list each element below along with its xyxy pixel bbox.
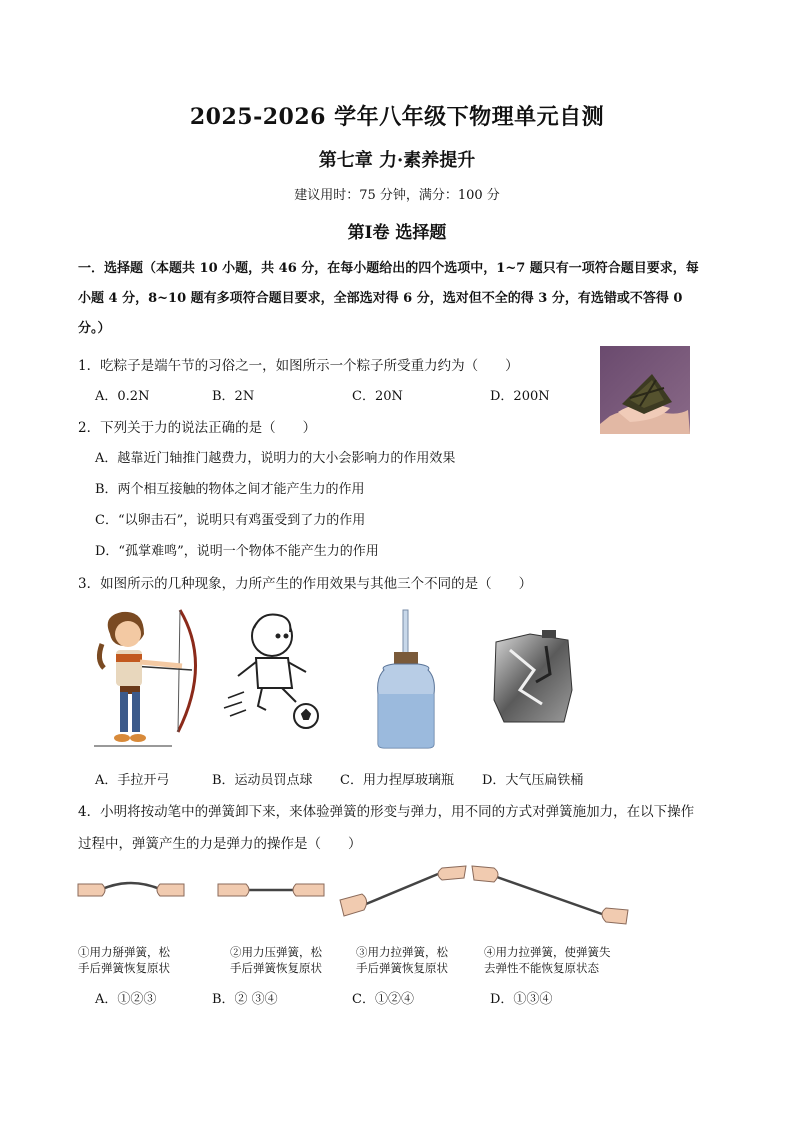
q4-stem-line1: 4．小明将按动笔中的弹簧卸下来，来体验弹簧的形变与弹力，用不同的方式对弹簧施加力，在以下操作 xyxy=(78,804,695,820)
exam-title: 2025-2026 学年八年级下物理单元自测 xyxy=(189,104,605,130)
chapter-subtitle: 第七章 力·素养提升 xyxy=(318,150,476,171)
q1-option-d[interactable]: D．200N xyxy=(490,389,550,404)
crushed-iron-bucket-illustration xyxy=(490,630,576,726)
q3-option-d[interactable]: D．大气压扁铁桶 xyxy=(482,773,584,788)
soccer-boy-illustration xyxy=(218,606,328,736)
zongzi-photo xyxy=(600,346,690,434)
q3-option-c[interactable]: C．用力捏厚玻璃瓶 xyxy=(340,773,454,788)
q3-stem: 3．如图所示的几种现象，力所产生的作用效果与其他三个不同的是（ ） xyxy=(78,576,533,592)
q2-option-a[interactable]: A．越靠近门轴推门越费力，说明力的大小会影响力的作用效果 xyxy=(95,451,456,466)
section-heading: 第Ⅰ卷 选择题 xyxy=(347,223,447,243)
q3-option-b[interactable]: B．运动员罚点球 xyxy=(212,773,313,788)
q1-option-c[interactable]: C．20N xyxy=(352,389,403,404)
q2-option-c[interactable]: C．“以卵击石”，说明只有鸡蛋受到了力的作用 xyxy=(95,513,366,528)
time-info: 建议用时：75 分钟，满分：100 分 xyxy=(294,188,500,203)
q1-option-b[interactable]: B．2N xyxy=(212,389,255,404)
q4-stem-line2: 过程中，弹簧产生的力是弹力的操作是（ ） xyxy=(78,836,362,852)
instructions-line1: 一．选择题（本题共 10 小题，共 46 分，在每小题给出的四个选项中，1~7 题只有一项符合题目要求，每 xyxy=(78,261,699,276)
caption-3-line2: 手后弹簧恢复原状 xyxy=(356,961,448,975)
spring-bend-figure xyxy=(76,870,186,910)
q2-option-b[interactable]: B．两个相互接触的物体之间才能产生力的作用 xyxy=(95,482,365,497)
caption-4 xyxy=(484,944,611,976)
q4-option-a[interactable]: A．①②③ xyxy=(95,992,157,1007)
q2-stem: 2．下列关于力的说法正确的是（ ） xyxy=(78,420,317,436)
caption-2 xyxy=(230,944,322,976)
caption-3 xyxy=(356,944,448,976)
q3-option-a[interactable]: A．手拉开弓 xyxy=(95,773,170,788)
q4-option-c[interactable]: C．①②④ xyxy=(352,992,414,1007)
instructions xyxy=(78,254,718,344)
caption-1 xyxy=(78,944,170,976)
caption-1-line1: ①用力掰弹簧，松 xyxy=(78,945,170,959)
caption-4-line1: ④用力拉弹簧，使弹簧失 xyxy=(484,945,611,959)
caption-2-line2: 手后弹簧恢复原状 xyxy=(230,961,322,975)
spring-compress-figure xyxy=(216,872,326,908)
caption-1-line2: 手后弹簧恢复原状 xyxy=(78,961,170,975)
instructions-line2: 小题 4 分，8~10 题有多项符合题目要求，全部选对得 6 分，选对但不全的得 3 分，有选错或不答得 0 xyxy=(78,291,683,306)
glass-bottle-illustration xyxy=(372,608,440,750)
caption-4-line2: 去弹性不能恢复原状态 xyxy=(484,961,599,975)
q4-option-d[interactable]: D．①③④ xyxy=(490,992,553,1007)
q1-option-a[interactable]: A．0.2N xyxy=(95,389,150,404)
spring-stretch-figure xyxy=(338,860,468,920)
q1-stem: 1．吃粽子是端午节的习俗之一，如图所示一个粽子所受重力约为（ ） xyxy=(78,358,519,374)
spring-overstretch-figure xyxy=(470,858,630,930)
q2-option-d[interactable]: D．“孤掌难鸣”，说明一个物体不能产生力的作用 xyxy=(95,544,379,559)
instructions-line3: 分。） xyxy=(78,321,111,336)
archer-girl-illustration xyxy=(92,604,202,752)
q4-option-b[interactable]: B．② ③④ xyxy=(212,992,278,1007)
caption-2-line1: ②用力压弹簧，松 xyxy=(230,945,322,959)
caption-3-line1: ③用力拉弹簧，松 xyxy=(356,945,448,959)
